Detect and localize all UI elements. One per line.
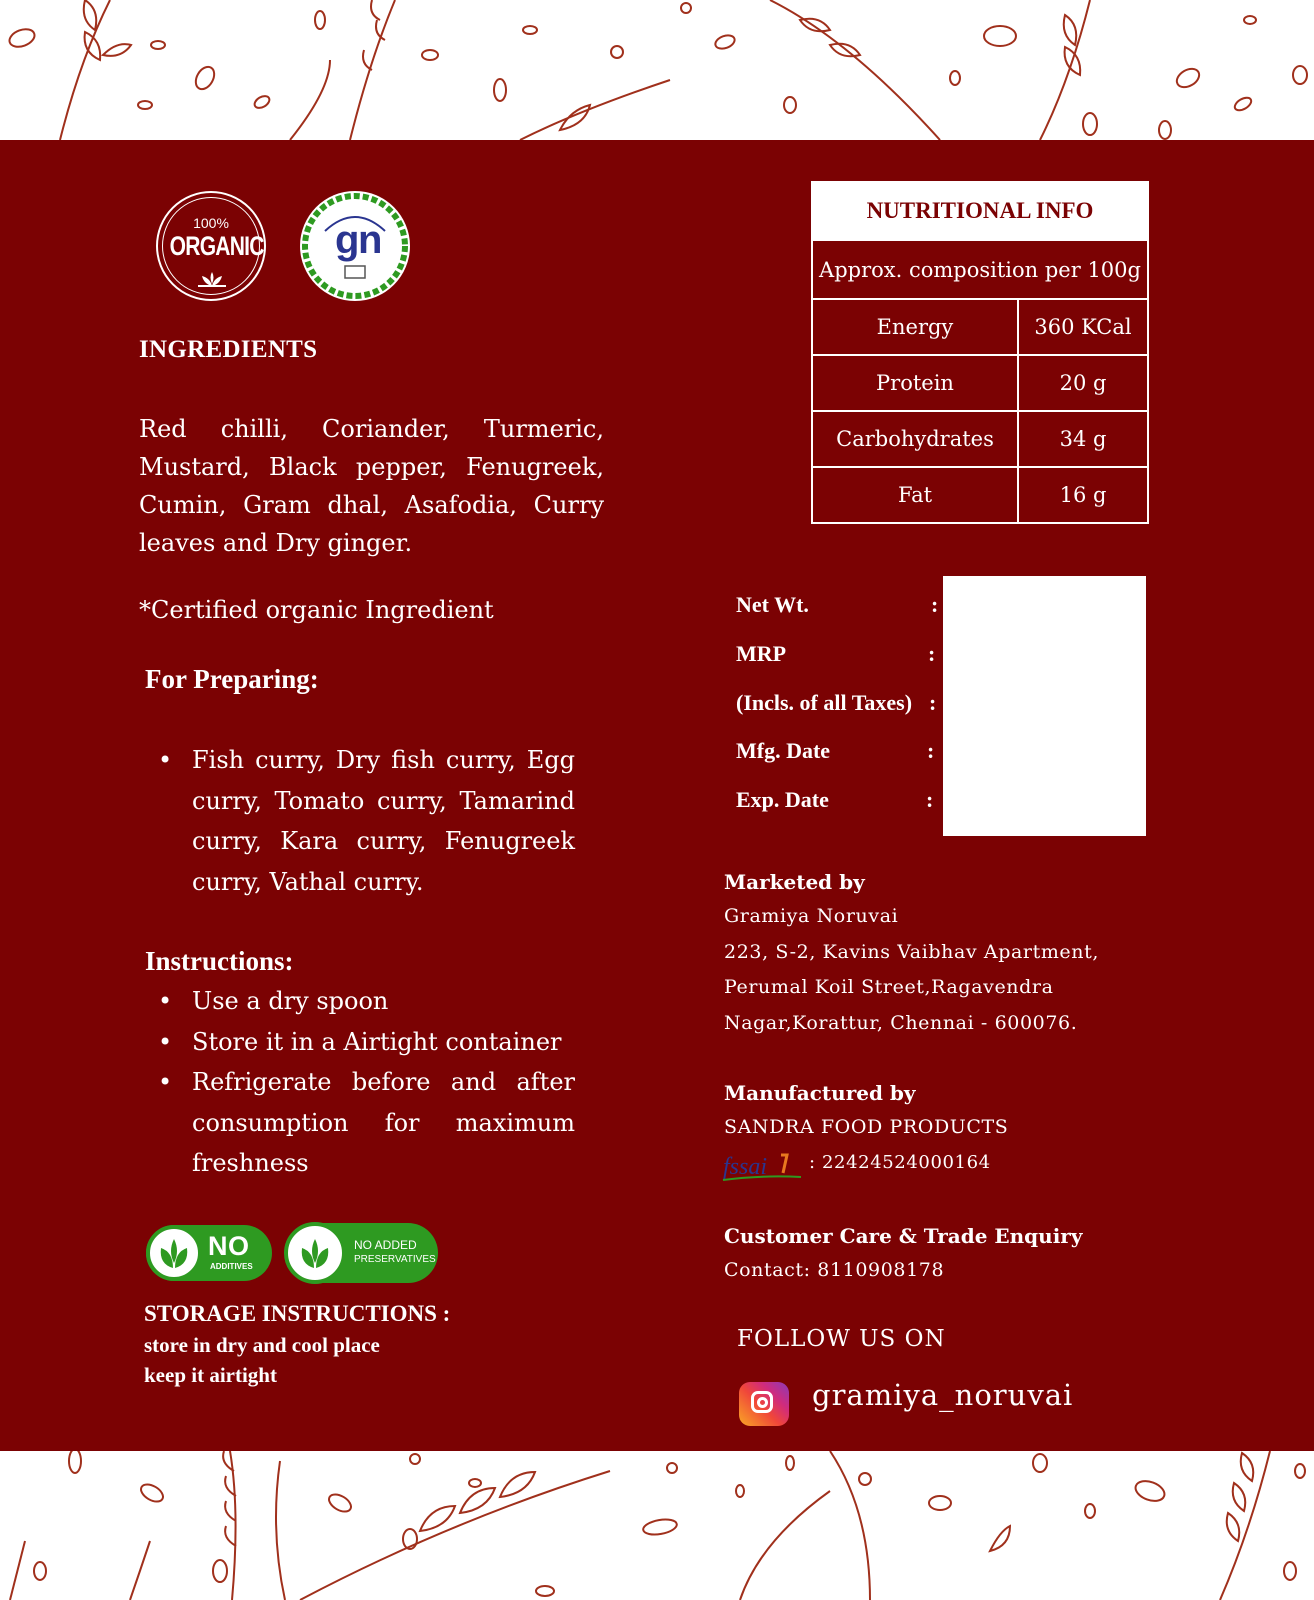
no-additives-small-text: ADDITIVES [210, 1262, 253, 1271]
marketed-address: Nagar,Korattur, Chennai - 600076. [724, 1012, 1078, 1034]
colon: : [928, 641, 936, 666]
mfg-date-label: Mfg. Date [736, 738, 831, 763]
no-preservatives-line2: PRESERVATIVES [354, 1254, 436, 1265]
wheat-pattern-icon [0, 0, 1314, 140]
instructions-title: Instructions: [145, 946, 294, 976]
certified-note: *Certified organic Ingredient [139, 596, 494, 624]
table-row [812, 467, 1148, 523]
no-additives-badge [146, 1225, 272, 1281]
no-additives-big-text: NO [208, 1231, 250, 1261]
nutrient-label: Protein [812, 355, 1018, 411]
list-item: • Refrigerate before and after consumption for maximum freshness [158, 1068, 575, 1177]
ingredients-text: Red chilli, Coriander, Turmeric, Mustard, Black pepper, Fenugreek, Cumin, Gram dhal, Asafodia, Curry leaves and Dry ginger. [139, 415, 604, 557]
wheat-pattern-bottom [0, 1451, 1314, 1600]
preparing-list [145, 740, 575, 902]
follow-us-label: FOLLOW US ON [737, 1326, 946, 1352]
customer-contact: Contact: 8110908178 [724, 1259, 945, 1281]
table-row [812, 299, 1148, 355]
fssai-license-number: : 22424524000164 [809, 1152, 991, 1173]
customer-care-title: Customer Care & Trade Enquiry [724, 1224, 1083, 1248]
instructions-list [145, 981, 575, 1184]
nutrient-value: 16 g [1018, 467, 1148, 523]
marketed-address: 223, S-2, Kavins Vaibhav Apartment, [724, 941, 1099, 963]
svg-text:n: n [358, 218, 383, 262]
preparing-title: For Preparing: [145, 664, 319, 694]
nutrient-value: 20 g [1018, 355, 1148, 411]
organic-badge-word: ORGANIC [169, 231, 264, 261]
instagram-handle[interactable]: gramiya_noruvai [812, 1378, 1074, 1412]
nutrient-label: Energy [812, 299, 1018, 355]
leaf-icon [297, 1235, 333, 1271]
colon: : [927, 738, 935, 763]
storage-line1: store in dry and cool place [144, 1333, 380, 1357]
svg-text:g: g [335, 218, 360, 262]
colon: : [926, 787, 934, 812]
organic-badge-percent: 100% [193, 215, 229, 231]
wheat-pattern-top [0, 0, 1314, 140]
colon: : [931, 592, 939, 617]
table-row [812, 355, 1148, 411]
incl-taxes-label: (Incls. of all Taxes) [736, 690, 913, 715]
colon: : [929, 690, 937, 715]
wheat-pattern-icon [0, 1451, 1314, 1600]
list-item: • Use a dry spoon [158, 987, 389, 1015]
nutrition-title: NUTRITIONAL INFO [812, 182, 1148, 240]
mrp-label: MRP [736, 641, 787, 666]
storage-title: STORAGE INSTRUCTIONS : [144, 1301, 451, 1326]
list-item: • Store it in a Airtight container [158, 1027, 562, 1056]
nutrient-value: 360 KCal [1018, 299, 1148, 355]
manufactured-title: Manufactured by [724, 1081, 916, 1105]
no-preservatives-badge [286, 1223, 438, 1283]
fssai-logo-icon [721, 1151, 805, 1185]
storage-line2: keep it airtight [144, 1363, 277, 1387]
organic-badge-icon [156, 191, 266, 301]
nutrition-table [811, 181, 1149, 524]
meta-sticker-box [943, 576, 1146, 836]
nutrient-value: 34 g [1018, 411, 1148, 467]
table-row [812, 411, 1148, 467]
svg-text:fssai: fssai [723, 1154, 768, 1180]
nutrient-label: Carbohydrates [812, 411, 1018, 467]
no-preservatives-line1: NO ADDED [354, 1238, 417, 1252]
instagram-icon[interactable] [739, 1382, 789, 1426]
leaf-icon [156, 1235, 192, 1271]
manufacturer-name: SANDRA FOOD PRODUCTS [724, 1116, 1009, 1138]
ingredients-title: INGREDIENTS [139, 336, 318, 363]
leaf-icon [196, 271, 228, 287]
nutrient-label: Fat [812, 467, 1018, 523]
net-weight-label: Net Wt. [736, 592, 809, 617]
label-panel [0, 140, 1314, 1451]
marketed-name: Gramiya Noruvai [724, 905, 899, 927]
exp-date-label: Exp. Date [736, 787, 829, 812]
list-item: • Fish curry, Dry fish curry, Egg curry, Tomato curry, Tamarind curry, Kara curry, Fenugreek curry, Vathal curry. [158, 746, 575, 896]
brand-logo-icon [300, 191, 410, 301]
marketed-title: Marketed by [724, 870, 865, 894]
marketed-address: Perumal Koil Street,Ragavendra [724, 976, 1054, 998]
nutrition-subtitle: Approx. composition per 100g [812, 240, 1148, 299]
